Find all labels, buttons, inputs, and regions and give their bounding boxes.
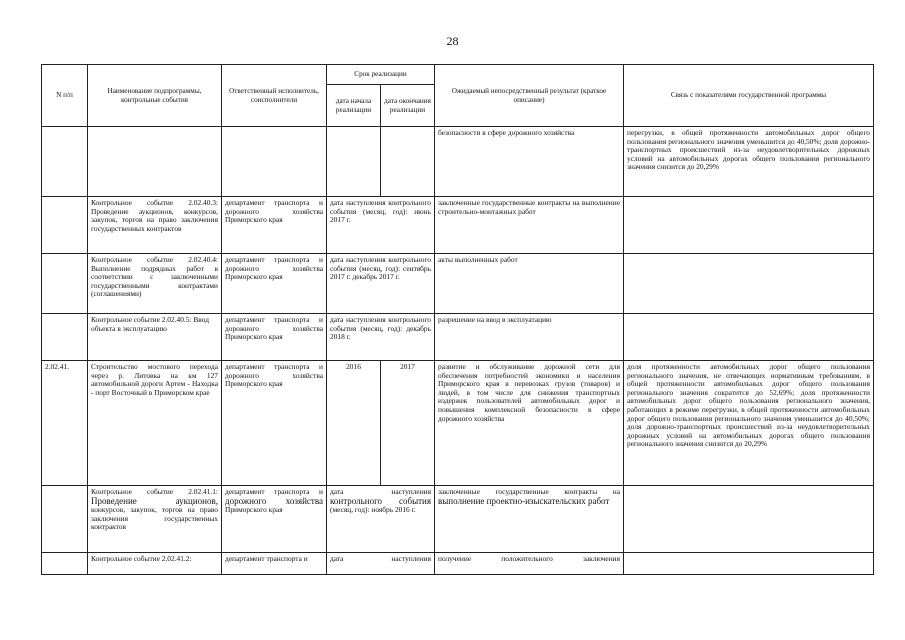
cell-name: Контрольное событие 2.02.41.2: [88, 553, 222, 575]
table-row [42, 127, 874, 197]
cell-num [42, 254, 88, 314]
cell-result [435, 486, 624, 553]
cell-responsible: департамент транспорта и [222, 553, 327, 575]
cell-result: заключенные государственные контракты на выполнение строительно-монтажных работ [435, 197, 624, 254]
cell-result: безопасности в сфере дорожного хозяйства [435, 127, 624, 197]
header-end: дата окончания реализации [381, 85, 435, 127]
header-start: дата начала реализации [327, 85, 381, 127]
cell-responsible: департамент транспорта и дорожного хозяйства Приморского края [222, 197, 327, 254]
cell-num [42, 486, 88, 553]
cell-start: дата наступления [327, 553, 435, 575]
cell-responsible-line-3: Приморского края [225, 505, 283, 515]
cell-start-line-1: дата наступления [330, 487, 431, 496]
cell-link [624, 254, 874, 314]
page-number: 28 [446, 34, 459, 48]
cell-result: акты выполненных работ [435, 254, 624, 314]
header-name: Наименование подпрограммы, контрольные события [88, 65, 222, 127]
cell-start: дата наступления контрольного события (месяц, год): декабрь 2018 г. [327, 314, 435, 361]
events-table [41, 64, 874, 575]
cell-link [624, 486, 874, 553]
cell-name-line-3: конкурсов, закупок, торгов на право заключения государственных контрактов [91, 505, 218, 532]
cell-name [88, 486, 222, 553]
cell-responsible-line-1: департамент транспорта и [225, 487, 323, 496]
table-row [42, 197, 874, 254]
table-row [42, 314, 874, 361]
cell-num [42, 553, 88, 575]
cell-name: Контрольное событие 2.02.40.5: Ввод объекта в эксплуатацию [88, 314, 222, 361]
cell-num [42, 197, 88, 254]
cell-result: развитие и обслуживание дорожной сети для обеспечения потребностей экономики и населения Приморского края в перевозках грузов (товаров) и людей, в том числе для снижения транспортных издержек пользователей автомобильных дорог и повышения комплексной безопасности в сфере дорожного хозяйства [435, 361, 624, 486]
cell-result: получение положительного заключения [435, 553, 624, 575]
cell-num: 2.02.41. [42, 361, 88, 486]
cell-start-line-2: контрольного события [330, 495, 431, 506]
cell-result: разрешение на ввод в эксплуатацию [435, 314, 624, 361]
table-row [42, 486, 874, 553]
header-responsible: Ответственный исполнитель, соисполнители [222, 65, 327, 127]
header-num: N п/п [42, 65, 88, 127]
cell-name-line-1: Контрольное событие 2.02.41.1: [91, 487, 218, 496]
table-row [42, 254, 874, 314]
cell-num [42, 314, 88, 361]
cell-name: Контрольное событие 2.02.40.4: Выполнение подрядных работ в соответствии с заключенными государственными контрактами (соглашениями) [88, 254, 222, 314]
cell-start: дата наступления контрольного события (месяц, год): июнь 2017 г. [327, 197, 435, 254]
cell-start [327, 486, 435, 553]
cell-num [42, 127, 88, 197]
cell-start [327, 127, 381, 197]
cell-responsible: департамент транспорта и дорожного хозяйства Приморского края [222, 361, 327, 486]
cell-link [624, 314, 874, 361]
cell-result-line-1: заключенные государственные контракты на [438, 487, 620, 496]
cell-name-line-2: Проведение аукционов, [91, 495, 218, 506]
cell-responsible [222, 127, 327, 197]
cell-end: 2017 [381, 361, 435, 486]
cell-name [88, 127, 222, 197]
cell-responsible: департамент транспорта и дорожного хозяйства Приморского края [222, 254, 327, 314]
cell-start-line-3: (месяц, год): ноябрь 2016 г. [330, 505, 416, 515]
cell-link: доля протяженности автомобильных дорог общего пользования регионального значения, не отвечающих нормативным требованиям, в общей протяженности автомобильных дорог общего пользования регионального значения сократится до 52,69%; доля протяженности автомобильных дорог общего пользования регионального значения, работающих в режиме перегрузки, в общей протяженности автомобильных дорог общего пользования регионального значения уменьшится до 40,50%; доля дорожно-транспортных происшествий из-за неудовлетворительных дорожных условий на автомобильных дорогах общего пользования регионального значения снизится до 20,29% [624, 361, 874, 486]
cell-responsible-line-2: дорожного хозяйства [225, 495, 323, 506]
cell-responsible: департамент транспорта и дорожного хозяйства Приморского края [222, 314, 327, 361]
cell-start: 2016 [327, 361, 381, 486]
cell-name: Контрольное событие 2.02.40.3: Проведение аукционов, конкурсов, закупок, торгов на право заключения государственных контрактов [88, 197, 222, 254]
table-row [42, 553, 874, 575]
cell-link [624, 197, 874, 254]
cell-name: Строительство мостового перехода через р. Литовка на км 127 автомобильной дороги Артем - Находка - порт Восточный в Приморском крае [88, 361, 222, 486]
header-result: Ожидаемый непосредственный результат (краткое описание) [435, 65, 624, 127]
cell-link [624, 553, 874, 575]
cell-end [381, 127, 435, 197]
header-link: Связь с показателями государственной программы [624, 65, 874, 127]
cell-responsible [222, 486, 327, 553]
header-period: Срок реализации [327, 65, 435, 85]
cell-start: дата наступления контрольного события (месяц, год): сентябрь 2017 г. декабрь 2017 г. [327, 254, 435, 314]
table-row [42, 361, 874, 486]
cell-link: перегрузки, в общей протяженности автомобильных дорог общего пользования регионального значения уменьшится до 40,50%; доля дорожно-транспортных происшествий из-за неудовлетворительных дорожных условий на автомобильных дорогах общего пользования регионального значения снизится до 20,29% [624, 127, 874, 197]
cell-result-line-2: выполнение проектно-изыскательских работ [438, 495, 610, 506]
